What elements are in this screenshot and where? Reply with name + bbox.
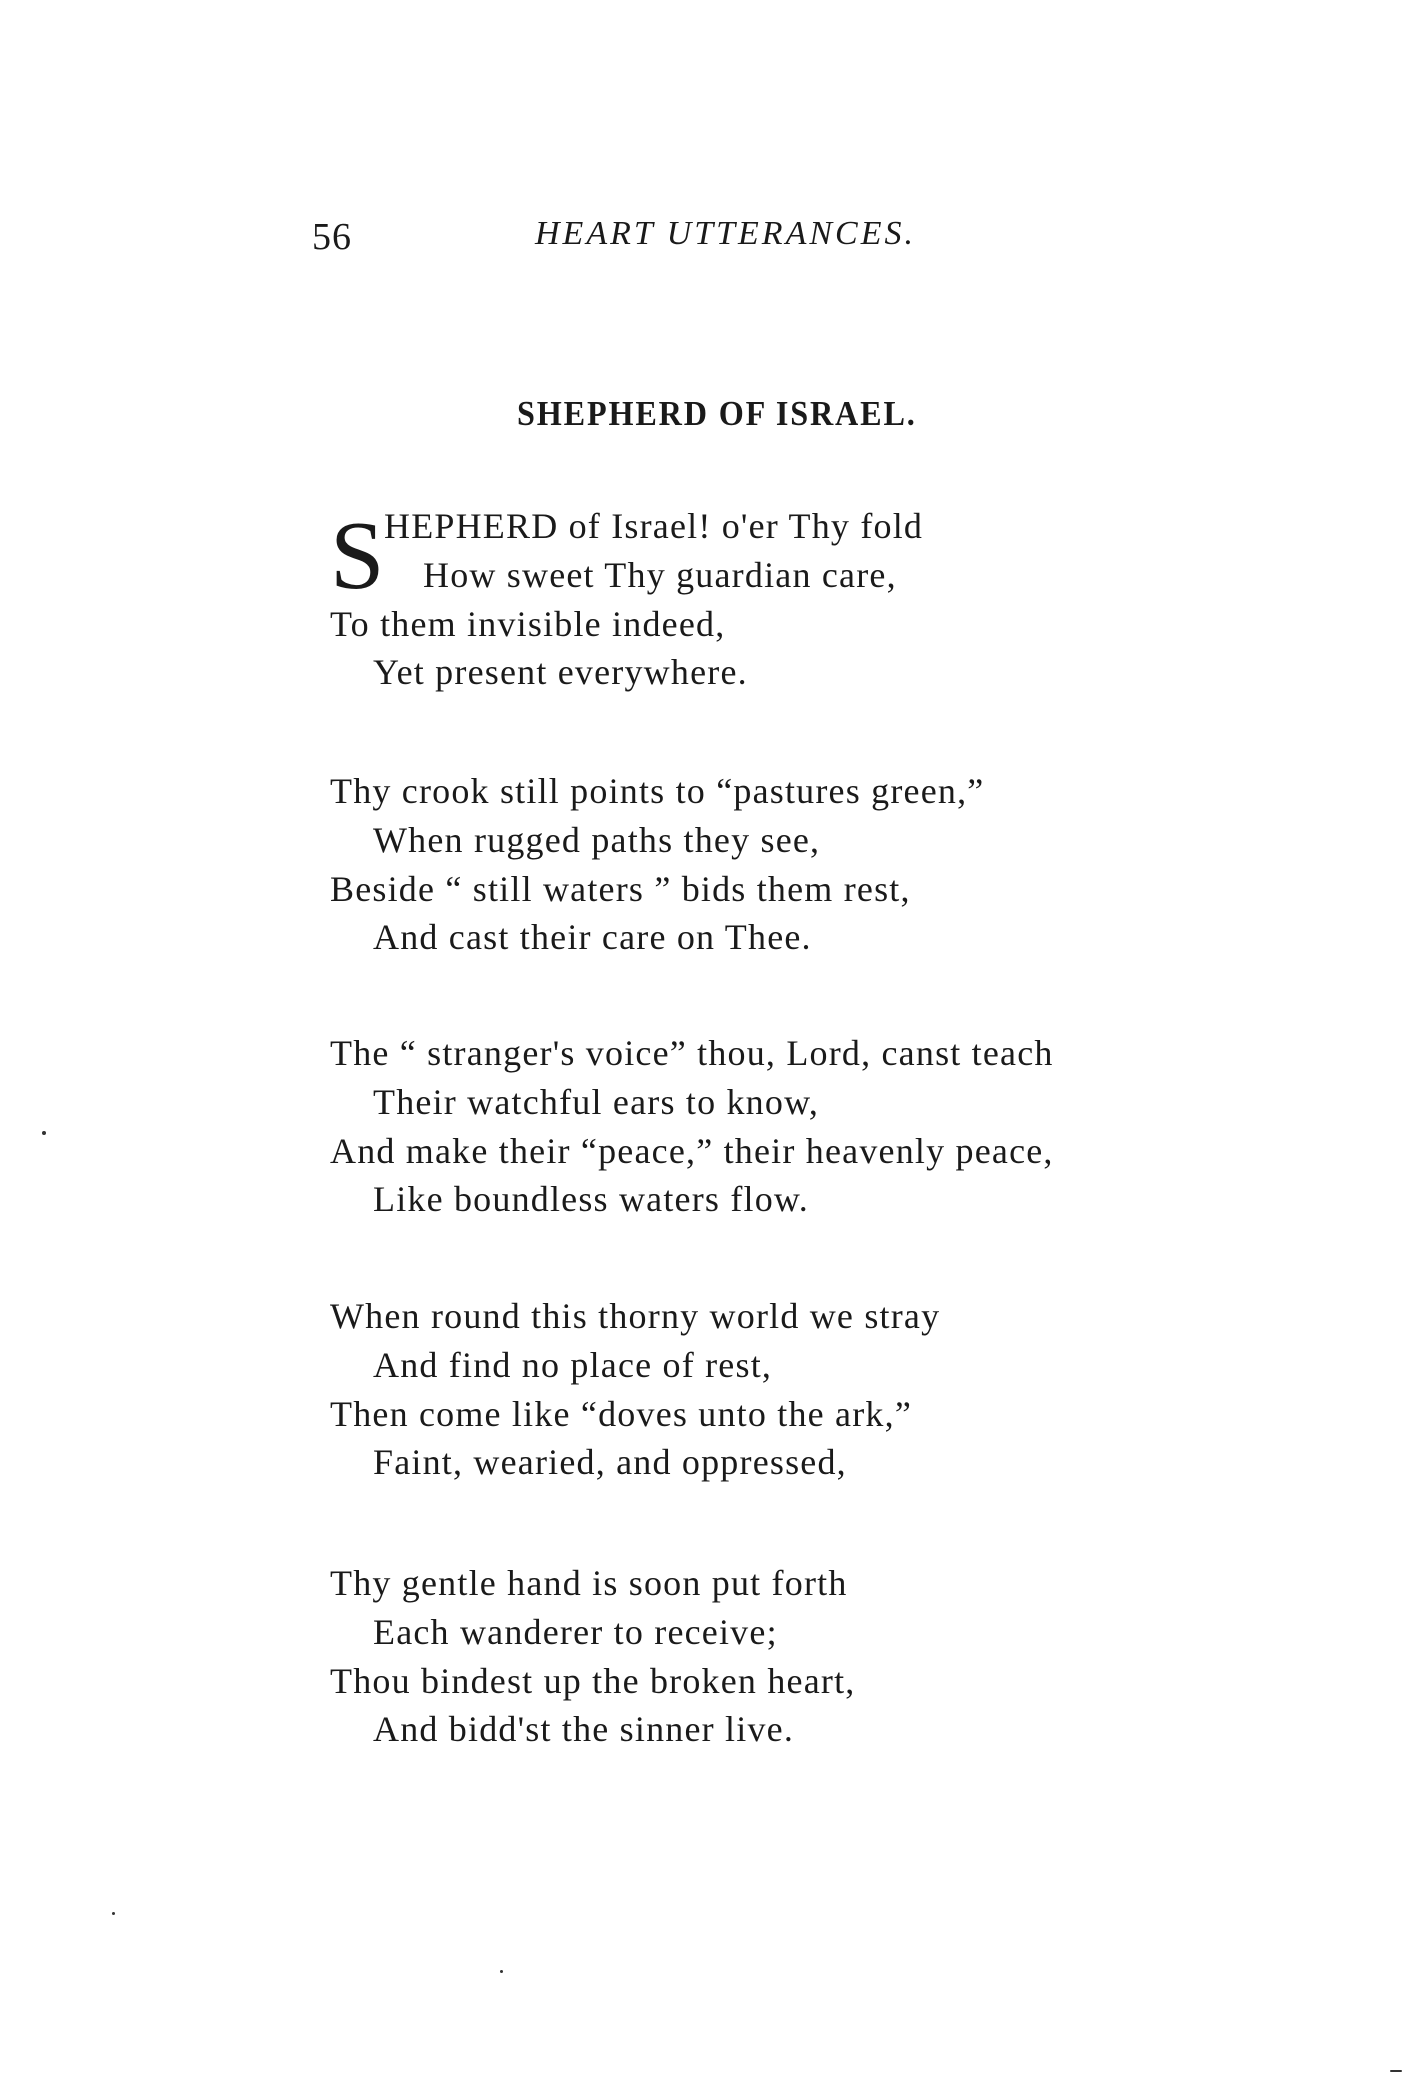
running-title: HEART UTTERANCES. <box>535 215 916 252</box>
poem-line: And cast their care on Thee. <box>373 917 812 957</box>
poem-title: SHEPHERD OF ISRAEL. <box>517 394 917 433</box>
page-number: 56 <box>312 216 352 258</box>
poem-line: Then come like “doves unto the ark,” <box>330 1394 913 1434</box>
poem-line: HEPHERD of Israel! o'er Thy fold <box>384 506 924 546</box>
poem-line: Thy gentle hand is soon put forth <box>330 1563 848 1603</box>
poem-line: And make their “peace,” their heavenly peace, <box>330 1131 1054 1171</box>
poem-line: Thou bindest up the broken heart, <box>330 1661 856 1701</box>
scan-speck <box>112 1912 115 1915</box>
poem-line: Their watchful ears to know, <box>373 1082 820 1122</box>
page-header <box>0 215 1408 265</box>
poem-line: When rugged paths they see, <box>373 820 821 860</box>
poem-line: Each wanderer to receive; <box>373 1612 778 1652</box>
poem-line: Like boundless waters flow. <box>373 1179 809 1219</box>
poem-line: How sweet Thy guardian care, <box>423 555 897 595</box>
poem-line: To them invisible indeed, <box>330 604 726 644</box>
poem-line: And bidd'st the sinner live. <box>373 1709 795 1749</box>
poem-line: When round this thorny world we stray <box>330 1296 941 1336</box>
drop-cap: S <box>330 502 385 610</box>
poem-line: Faint, wearied, and oppressed, <box>373 1442 847 1482</box>
poem-line: And find no place of rest, <box>373 1345 773 1385</box>
poem-line: Thy crook still points to “pastures green,” <box>330 771 985 811</box>
poem-line: Beside “ still waters ” bids them rest, <box>330 869 911 909</box>
poem-line: Yet present everywhere. <box>373 652 748 692</box>
scan-speck <box>1390 2070 1402 2072</box>
poem-line: The “ stranger's voice” thou, Lord, canst teach <box>330 1033 1054 1073</box>
scan-speck <box>42 1131 46 1135</box>
scan-speck <box>500 1970 503 1973</box>
